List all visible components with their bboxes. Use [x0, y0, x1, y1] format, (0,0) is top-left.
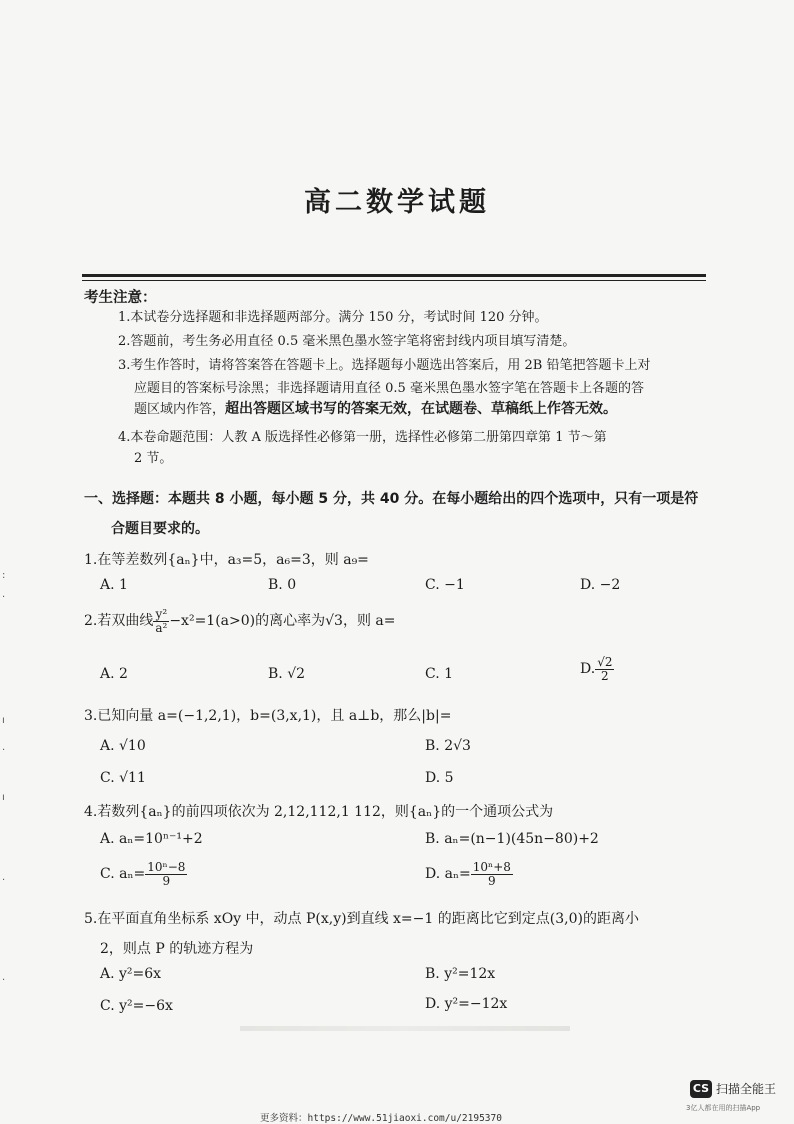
question-5-stem-cont: 2，则点 P 的轨迹方程为	[100, 941, 254, 957]
notice-item-1: 1.本试卷分选择题和非选择题两部分。满分 150 分，考试时间 120 分钟。	[118, 310, 548, 325]
notice-item-3-emphasis: 超出答题区域书写的答案无效，在试题卷、草稿纸上作答无效。	[225, 401, 618, 417]
question-1-option-a: A. 1	[100, 577, 128, 593]
question-5-option-b: B. y²=12x	[425, 966, 496, 982]
question-2-fraction	[153, 608, 169, 634]
question-1-option-b: B. 0	[268, 577, 297, 593]
question-2-option-d-label: D.	[580, 661, 596, 678]
margin-mark: :	[2, 570, 6, 581]
question-3-option-b: B. 2√3	[425, 738, 471, 754]
camscanner-name: 扫描全能王	[716, 1082, 777, 1096]
question-2-frac-denominator: a²	[155, 620, 168, 635]
question-4-option-c-fraction	[145, 861, 187, 887]
question-5-option-d: D. y²=−12x	[425, 996, 508, 1012]
section-heading-cont: 合题目要求的。	[111, 521, 209, 537]
question-4-option-c-numerator: 10ⁿ−8	[147, 860, 186, 874]
question-4-stem: 4.若数列{aₙ}的前四项依次为 2,12,112,1 112，则{aₙ}的一个通项公式为	[84, 804, 554, 820]
question-2-option-d-denominator: 2	[601, 668, 609, 683]
notice-item-3: 3.考生作答时，请将答案答在答题卡上。选择题每小题选出答案后，用 2B 铅笔把答题卡上对	[118, 358, 651, 373]
notice-heading: 考生注意：	[84, 290, 157, 306]
question-3-stem: 3.已知向量 a=(−1,2,1)，b=(3,x,1)，且 a⊥b，那么|b|=	[84, 708, 452, 724]
question-2-option-c: C. 1	[425, 666, 454, 682]
margin-mark: ı	[2, 792, 5, 803]
header-rule-thin	[82, 280, 706, 281]
notice-item-3-plain: 题区域内作答，	[134, 402, 226, 417]
footer-source-link[interactable]: 更多资料：https://www.51jiaoxi.com/u/2195370	[260, 1113, 502, 1124]
question-4-option-c-denominator: 9	[162, 873, 171, 888]
margin-mark: ı	[2, 715, 5, 726]
question-3-option-c: C. √11	[100, 770, 146, 786]
question-2-option-d	[580, 656, 614, 682]
question-4-option-c	[100, 861, 187, 887]
question-2-prefix: 2.若双曲线	[84, 613, 154, 630]
notice-item-3-cont2	[134, 398, 617, 418]
question-2-option-a: A. 2	[100, 666, 128, 682]
notice-item-4: 4.本卷命题范围：人教 A 版选择性必修第一册，选择性必修第二册第四章第 1 节～第	[118, 430, 607, 445]
margin-mark: ·	[2, 592, 6, 603]
camscanner-tagline: 3亿人都在用的扫描App	[686, 1104, 761, 1112]
notice-item-4-cont: 2 节。	[134, 451, 173, 466]
question-4-option-d-numerator: 10ⁿ+8	[472, 860, 511, 874]
question-4-option-d-label: D. aₙ=	[425, 866, 471, 883]
question-2-stem	[84, 608, 395, 634]
notice-item-2: 2.答题前，考生务必用直径 0.5 毫米黑色墨水签字笔将密封线内项目填写清楚。	[118, 334, 576, 349]
section-heading: 一、选择题：本题共 8 小题，每小题 5 分，共 40 分。在每小题给出的四个选项中，只有一项是符	[84, 491, 699, 507]
margin-mark: ·	[2, 875, 6, 886]
margin-mark: ·	[2, 975, 6, 986]
question-5-option-c: C. y²=−6x	[100, 998, 173, 1014]
question-2-suffix: −x²=1(a>0)的离心率为√3，则 a=	[169, 613, 396, 630]
question-2-option-d-numerator: √2	[597, 655, 613, 669]
question-4-option-a: A. aₙ=10ⁿ⁻¹+2	[100, 831, 203, 847]
question-2-option-b: B. √2	[268, 666, 306, 682]
question-1-option-c: C. −1	[425, 577, 465, 593]
question-4-option-c-label: C. aₙ=	[100, 866, 146, 883]
question-2-frac-numerator: y²	[153, 608, 169, 622]
question-3-option-d: D. 5	[425, 770, 454, 786]
question-5-option-a: A. y²=6x	[100, 966, 162, 982]
margin-mark: ·	[2, 745, 6, 756]
question-4-option-b: B. aₙ=(n−1)(45n−80)+2	[425, 831, 599, 847]
question-4-option-d	[425, 861, 513, 887]
question-1-option-d: D. −2	[580, 577, 621, 593]
header-rule-thick	[82, 274, 706, 277]
question-2-option-d-fraction	[595, 656, 614, 682]
question-4-option-d-denominator: 9	[488, 873, 496, 888]
question-4-option-d-fraction	[471, 861, 513, 887]
question-1-stem: 1.在等差数列{aₙ}中，a₃=5，a₆=3，则 a₉=	[84, 552, 369, 568]
question-5-stem: 5.在平面直角坐标系 xOy 中，动点 P(x,y)到直线 x=−1 的距离比它到定点(3,0)的距离小	[84, 911, 639, 927]
notice-item-3-cont: 应题目的答案标号涂黑；非选择题请用直径 0.5 毫米黑色墨水签字笔在答题卡上各题的答	[134, 381, 644, 396]
page-title: 高二数学试题	[304, 187, 490, 218]
bleed-through-smudge	[240, 1026, 570, 1031]
question-3-option-a: A. √10	[100, 738, 146, 754]
camscanner-logo-icon: CS	[690, 1080, 712, 1098]
